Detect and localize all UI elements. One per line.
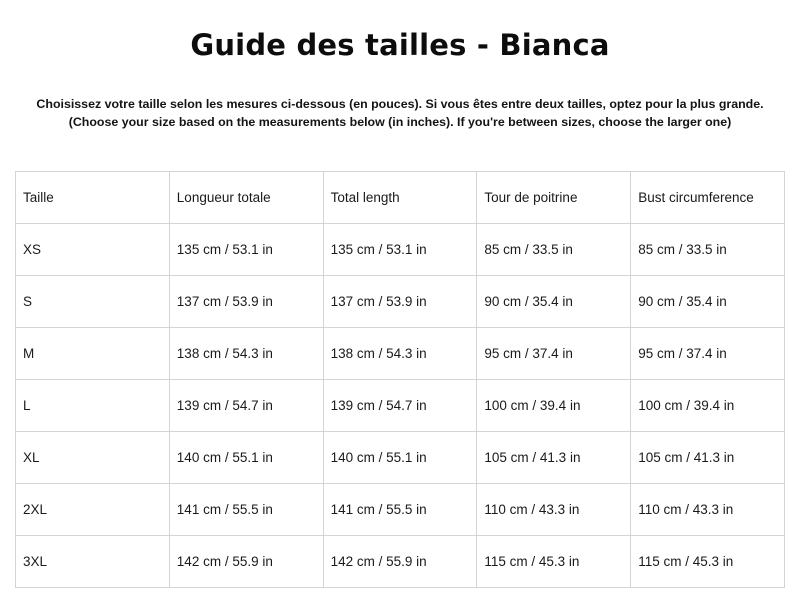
table-cell: 139 cm / 54.7 in [169, 380, 323, 432]
size-cell: 3XL [16, 536, 170, 588]
table-cell: 137 cm / 53.9 in [323, 276, 477, 328]
table-row [16, 432, 785, 484]
header-total-length: Total length [323, 172, 477, 224]
table-cell: 140 cm / 55.1 in [323, 432, 477, 484]
table-cell: 105 cm / 41.3 in [631, 432, 785, 484]
table-cell: 142 cm / 55.9 in [169, 536, 323, 588]
table-cell: 90 cm / 35.4 in [477, 276, 631, 328]
table-cell: 85 cm / 33.5 in [631, 224, 785, 276]
table-row [16, 224, 785, 276]
table-cell: 140 cm / 55.1 in [169, 432, 323, 484]
size-chart-table [15, 171, 785, 588]
table-cell: 115 cm / 45.3 in [477, 536, 631, 588]
size-cell: M [16, 328, 170, 380]
header-tour-de-poitrine: Tour de poitrine [477, 172, 631, 224]
header-taille: Taille [16, 172, 170, 224]
instructions [0, 96, 800, 131]
table-cell: 138 cm / 54.3 in [323, 328, 477, 380]
header-bust-circumference: Bust circumference [631, 172, 785, 224]
size-cell: XS [16, 224, 170, 276]
table-row [16, 536, 785, 588]
table-cell: 95 cm / 37.4 in [477, 328, 631, 380]
page-title: Guide des tailles - Bianca [190, 28, 610, 62]
table-cell: 135 cm / 53.1 in [323, 224, 477, 276]
table-header-row [16, 172, 785, 224]
instructions-english: (Choose your size based on the measurements below (in inches). If you're between sizes, choose the larger one) [68, 114, 732, 129]
table-cell: 139 cm / 54.7 in [323, 380, 477, 432]
table-cell: 85 cm / 33.5 in [477, 224, 631, 276]
table-cell: 110 cm / 43.3 in [631, 484, 785, 536]
size-cell: L [16, 380, 170, 432]
size-cell: 2XL [16, 484, 170, 536]
table-cell: 142 cm / 55.9 in [323, 536, 477, 588]
table-cell: 115 cm / 45.3 in [631, 536, 785, 588]
table-row [16, 380, 785, 432]
table-cell: 138 cm / 54.3 in [169, 328, 323, 380]
table-cell: 90 cm / 35.4 in [631, 276, 785, 328]
table-cell: 141 cm / 55.5 in [169, 484, 323, 536]
table-row [16, 276, 785, 328]
size-cell: XL [16, 432, 170, 484]
table-cell: 110 cm / 43.3 in [477, 484, 631, 536]
table-cell: 100 cm / 39.4 in [631, 380, 785, 432]
instructions-french: Choisissez votre taille selon les mesures ci-dessous (en pouces). Si vous êtes entre deux tailles, optez pour la plus grande. [36, 97, 764, 111]
size-cell: S [16, 276, 170, 328]
table-cell: 100 cm / 39.4 in [477, 380, 631, 432]
table-cell: 137 cm / 53.9 in [169, 276, 323, 328]
table-cell: 141 cm / 55.5 in [323, 484, 477, 536]
table-row [16, 328, 785, 380]
table-cell: 135 cm / 53.1 in [169, 224, 323, 276]
table-row [16, 484, 785, 536]
table-cell: 105 cm / 41.3 in [477, 432, 631, 484]
header-longueur-totale: Longueur totale [169, 172, 323, 224]
table-cell: 95 cm / 37.4 in [631, 328, 785, 380]
